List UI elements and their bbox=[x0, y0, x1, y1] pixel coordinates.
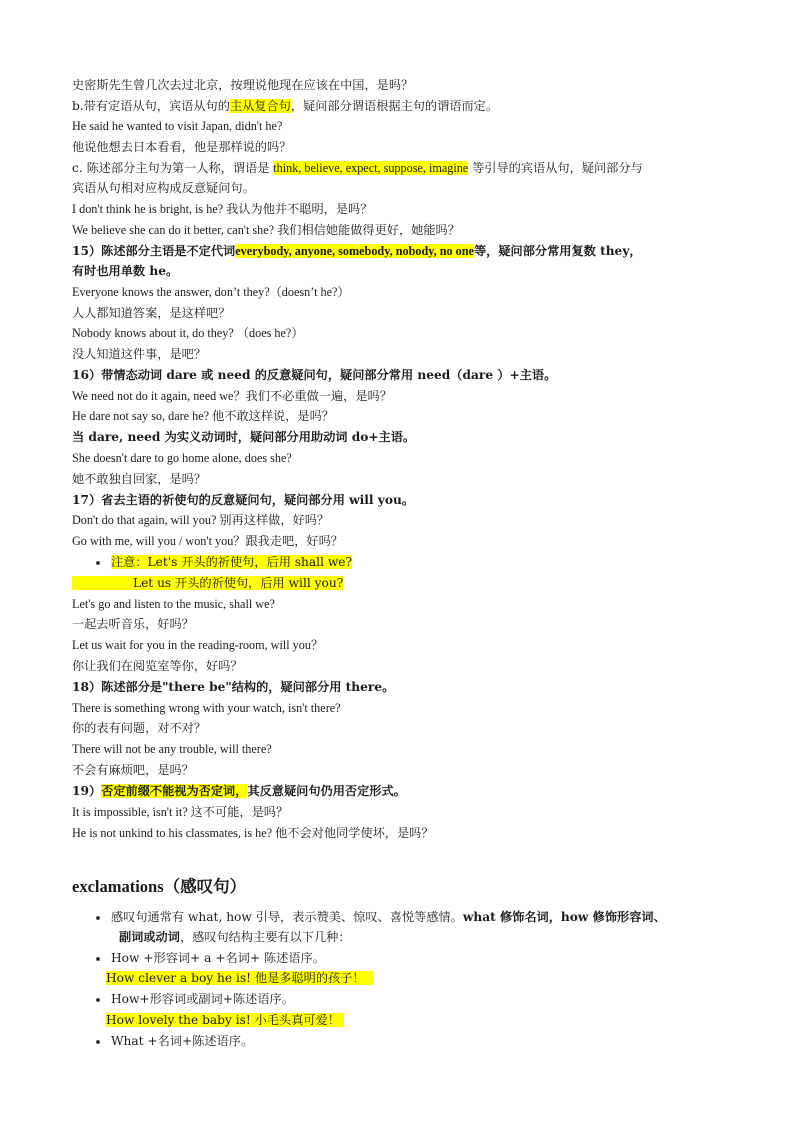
highlighted-text: How clever a boy he is! 他是多聪明的孩子！ bbox=[106, 971, 373, 985]
text-line: Go with me, will you / won't you？跟我走吧，好吗？ bbox=[72, 534, 343, 548]
text-line: 不会有麻烦吧，是吗？ bbox=[72, 763, 194, 777]
example-line bbox=[106, 1011, 344, 1029]
highlighted-text: 主从复合句 bbox=[229, 99, 291, 113]
rule-heading: 16）带情态动词 dare 或 need 的反意疑问句，疑问部分常用 need（dare ）+主语。 bbox=[72, 368, 557, 382]
text-span: b.带有定语从句，宾语从句的 bbox=[72, 99, 230, 113]
text-line: There is something wrong with your watch, isn't there? bbox=[72, 701, 341, 715]
exclamation-bullet bbox=[95, 990, 294, 1008]
rule-heading bbox=[72, 782, 406, 800]
text-span: How +形容词+ a +名词+ 陈述语序。 bbox=[111, 951, 325, 965]
bullet-icon bbox=[96, 916, 99, 919]
text-span: ，疑问部分谓语根据主句的谓语而定。 bbox=[290, 99, 499, 113]
rule-heading bbox=[72, 242, 642, 260]
exclamation-bullet bbox=[95, 949, 325, 967]
exclamation-bullet bbox=[95, 908, 666, 926]
note-bullet-line bbox=[95, 553, 352, 571]
text-line: He is not unkind to his classmates, is he? 他不会对他同学使坏，是吗？ bbox=[72, 826, 434, 840]
text-line: He dare not say so, dare he? 他不敢这样说，是吗？ bbox=[72, 409, 334, 423]
text-span: 其反意疑问句仍用否定形式。 bbox=[247, 784, 406, 798]
text-line: 宾语从句相对应构成反意疑问句。 bbox=[72, 181, 255, 195]
text-span: 副词或动词 bbox=[119, 930, 180, 944]
bullet-icon bbox=[96, 957, 99, 960]
text-line: We need not do it again, need we？我们不必重做一遍，是吗？ bbox=[72, 389, 392, 403]
text-line bbox=[72, 97, 498, 115]
text-span: ，感叹句结构主要有以下几种： bbox=[179, 930, 351, 944]
text-line: I don't think he is bright, is he? 我认为他并不聪明，是吗？ bbox=[72, 202, 373, 216]
text-span: 等，疑问部分常用复数 they， bbox=[473, 244, 642, 258]
text-span: How+形容词或副词+陈述语序。 bbox=[111, 992, 294, 1006]
text-span: 15）陈述部分主语是不定代词 bbox=[72, 244, 236, 258]
text-span: what 修饰名词，how 修饰形容词、 bbox=[462, 910, 666, 924]
text-line: There will not be any trouble, will there? bbox=[72, 742, 272, 756]
text-line: Let us wait for you in the reading-room, will you？ bbox=[72, 638, 324, 652]
highlighted-text: think, believe, expect, suppose, imagine bbox=[273, 161, 469, 175]
text-line: Everyone knows the answer, don’t they?（doesn’t he?） bbox=[72, 285, 350, 299]
text-span: 感叹句通常有 what, how 引导，表示赞美、惊叹、喜悦等感情。 bbox=[111, 910, 463, 924]
highlighted-text: How lovely the baby is! 小毛头真可爱！ bbox=[106, 1013, 344, 1027]
text-line: He said he wanted to visit Japan, didn't he? bbox=[72, 119, 283, 133]
text-line: Don't do that again, will you? 别再这样做，好吗？ bbox=[72, 513, 330, 527]
bullet-icon bbox=[96, 561, 99, 564]
highlighted-text: everybody, anyone, somebody, nobody, no one bbox=[235, 244, 474, 258]
rule-heading: 17）省去主语的祈使句的反意疑问句，疑问部分用 will you。 bbox=[72, 493, 415, 507]
text-line: 你的表有问题，对不对？ bbox=[72, 721, 207, 735]
bullet-icon bbox=[96, 998, 99, 1001]
text-line bbox=[72, 159, 643, 177]
rule-heading: 18）陈述部分是"there be"结构的，疑问部分用 there。 bbox=[72, 680, 395, 694]
text-span: c. 陈述部分主句为第一人称，谓语是 bbox=[72, 161, 274, 175]
text-line: 人人都知道答案，是这样吧？ bbox=[72, 306, 231, 320]
note-line bbox=[72, 574, 343, 592]
text-span: 等引导的宾语从句，疑问部分与 bbox=[468, 161, 643, 175]
text-line: Let's go and listen to the music, shall we? bbox=[72, 597, 275, 611]
text-line: 一起去听音乐，好吗？ bbox=[72, 617, 194, 631]
highlighted-text: 注意：Let's 开头的祈使句，后用 shall we? bbox=[111, 555, 353, 569]
text-line: 他说他想去日本看看，他是那样说的吗？ bbox=[72, 140, 292, 154]
text-line: 史密斯先生曾几次去过北京，按理说他现在应该在中国，是吗？ bbox=[72, 78, 414, 92]
rule-heading: 当 dare, need 为实义动词时，疑问部分用助动词 do+主语。 bbox=[72, 430, 416, 444]
text-line: 没人知道这件事，是吧？ bbox=[72, 347, 207, 361]
text-line: We believe she can do it better, can't she? 我们相信她能做得更好，她能吗？ bbox=[72, 223, 460, 237]
section-heading: exclamations（感叹句） bbox=[72, 877, 247, 896]
rule-heading: 有时也用单数 he。 bbox=[72, 264, 179, 278]
text-line: It is impossible, isn't it? 这不可能，是吗？ bbox=[72, 805, 289, 819]
text-span: What +名词+陈述语序。 bbox=[111, 1034, 254, 1048]
text-span: 19） bbox=[72, 784, 102, 798]
text-line: 你让我们在阅览室等你，好吗？ bbox=[72, 659, 243, 673]
text-line: Nobody knows about it, do they? （does he?） bbox=[72, 326, 304, 340]
highlighted-text: 否定前缀不能视为否定词， bbox=[101, 784, 248, 798]
text-line: She doesn't dare to go home alone, does she? bbox=[72, 451, 292, 465]
text-line bbox=[119, 928, 351, 946]
exclamation-bullet bbox=[95, 1032, 253, 1050]
text-line: 她不敢独自回家，是吗？ bbox=[72, 472, 207, 486]
example-line bbox=[106, 969, 373, 987]
bullet-icon bbox=[96, 1040, 99, 1043]
highlighted-text: Let us 开头的祈使句，后用 will you? bbox=[72, 576, 343, 590]
